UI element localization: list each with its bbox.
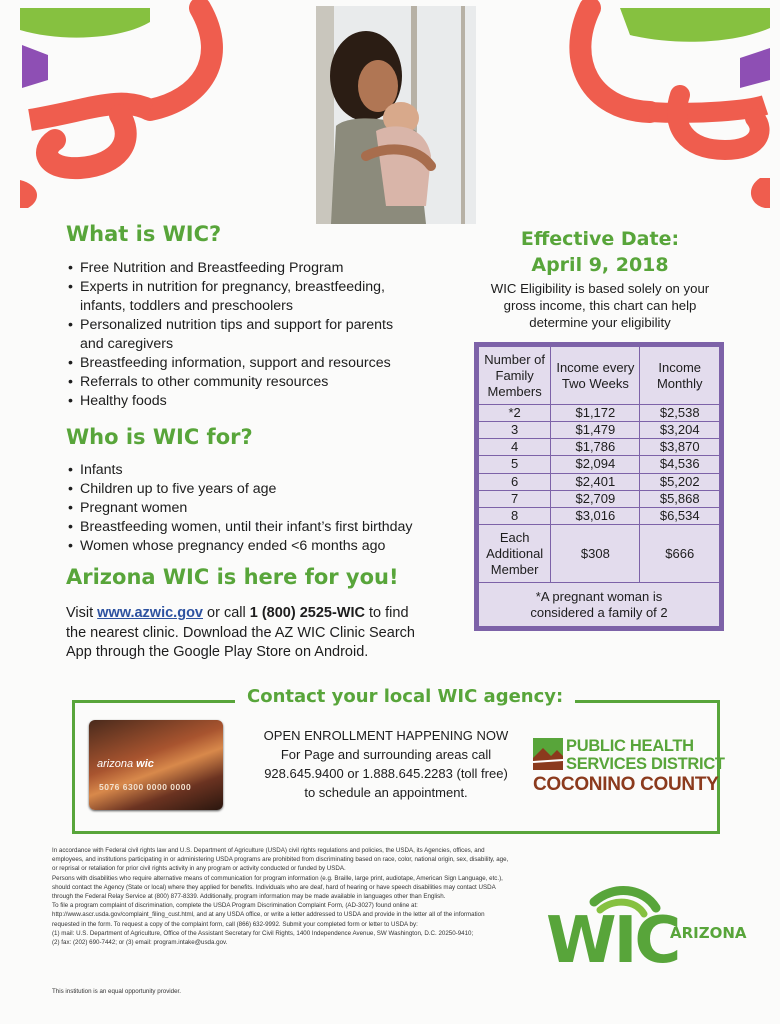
table-cell: $1,479 — [551, 422, 640, 439]
table-cell: $2,709 — [551, 490, 640, 507]
corner-decoration-right — [560, 0, 780, 215]
open-enrollment-text: OPEN ENROLLMENT HAPPENING NOW — [263, 728, 509, 743]
fine-paragraph: (1) mail: U.S. Department of Agriculture, Office of the Assistant Secretary for Civil Rights, 1400 Independence Avenue, SW Washington, D.C. 20250-9410; — [52, 929, 474, 937]
arizona-wic-heading: Arizona WIC is here for you! — [66, 565, 399, 589]
azwic-website-link[interactable]: www.azwic.gov — [97, 605, 203, 621]
fine-paragraph: To file a program complaint of discrimination, complete the USDA Program Discrimination Complaint Form, (AD-3027) found online at: http://www.ascr.usda.gov/complaint_filing_cust.html, and at any USDA office, or write a letter addressed to USDA and provide in the letter all of the information requested in the form. To request a copy of the complaint form, call (866) 632-9992. Submit your completed form or letter to USDA by: — [52, 902, 485, 928]
wic-phone-number: 1 (800) 2525-WIC — [249, 605, 365, 621]
wic-logo-text: WIC — [546, 904, 679, 978]
list-item: • Free Nutrition and Breastfeeding Program — [66, 259, 416, 278]
table-cell: $2,538 — [640, 405, 720, 422]
table-cell: 8 — [479, 507, 551, 524]
table-cell: $666 — [640, 525, 720, 583]
table-row — [479, 525, 720, 583]
card-brand: arizona — [97, 758, 137, 770]
list-item: • Breastfeeding women, until their infant’s first birthday — [66, 518, 446, 537]
table-cell: 5 — [479, 456, 551, 473]
fine-paragraph: Persons with disabilities who require alternative means of communication for program information (e.g. Braille, large print, audiotape, American Sign Language, etc.), should contact the Agency (State or local) where they applied for benefits. Individuals who are deaf, hard of hearing or have speech disabilities may contact USDA through the Federal Relay Service at (800) 877-8339. Additionally, program information may be made available in languages other than English. — [52, 874, 503, 901]
table-cell: $2,401 — [551, 473, 640, 490]
header-family-members: Number of Family Members — [479, 347, 551, 405]
card-number: 5076 6300 0000 0000 — [99, 782, 192, 792]
table-cell: $6,534 — [640, 507, 720, 524]
wic-logo-region: ARIZONA — [670, 924, 747, 942]
table-cell: 6 — [479, 473, 551, 490]
list-item: • Breastfeeding information, support and resources — [66, 354, 416, 373]
fine-paragraph: In accordance with Federal civil rights law and U.S. Department of Agriculture (USDA) civil rights regulations and policies, the USDA, its Agencies, offices, and employees, and institutions participating in or administering USDA programs are prohibited from discriminating based on race, color, national origin, sex, disability, age, or reprisal or retaliation for prior civil rights activity in any program or activity conducted or funded by USDA. — [52, 847, 509, 873]
nondiscrimination-statement — [52, 846, 512, 947]
list-item: • Healthy foods — [66, 392, 416, 411]
clinic-text: to find the nearest clinic. Download the AZ WIC Clinic Search App through the Google Play Store on Android. — [66, 605, 415, 660]
what-is-wic-list — [66, 259, 416, 411]
table-cell: 3 — [479, 422, 551, 439]
table-row — [479, 439, 720, 456]
table-row — [479, 456, 720, 473]
table-row — [479, 490, 720, 507]
what-is-wic-heading: What is WIC? — [66, 222, 222, 246]
phs-line2: SERVICES DISTRICT — [566, 755, 725, 773]
contact-text — [236, 726, 536, 802]
list-item: • Personalized nutrition tips and support for parents and caregivers — [66, 316, 416, 354]
list-item: • Referrals to other community resources — [66, 373, 416, 392]
equal-opportunity-text: This institution is an equal opportunity provider. — [52, 988, 181, 995]
list-item: • Infants — [66, 461, 446, 480]
table-row — [479, 422, 720, 439]
mother-and-baby-photo — [316, 6, 476, 224]
wic-card-image — [89, 720, 223, 810]
who-is-wic-for-list — [66, 461, 446, 556]
effective-date-label: Effective Date: — [520, 228, 680, 250]
table-cell: 4 — [479, 439, 551, 456]
effective-date-value: April 9, 2018 — [531, 254, 669, 276]
table-cell: $1,786 — [551, 439, 640, 456]
table-cell: $3,204 — [640, 422, 720, 439]
appointment-text: to schedule an appointment. — [304, 785, 468, 800]
header-monthly: Income Monthly — [640, 347, 720, 405]
table-cell: $4,536 — [640, 456, 720, 473]
table-cell: $308 — [551, 525, 640, 583]
table-cell: $5,202 — [640, 473, 720, 490]
table-cell: $3,870 — [640, 439, 720, 456]
list-item: • Pregnant women — [66, 499, 446, 518]
table-row — [479, 405, 720, 422]
card-brand-wic: wic — [136, 758, 154, 770]
header-two-weeks: Income every Two Weeks — [551, 347, 640, 405]
arizona-wic-text — [66, 604, 416, 663]
list-item: • Women whose pregnancy ended <6 months ago — [66, 537, 446, 556]
contact-heading: Contact your local WIC agency: — [235, 686, 575, 707]
table-cell: $1,172 — [551, 405, 640, 422]
visit-text: Visit — [66, 605, 98, 621]
list-item: • Children up to five years of age — [66, 480, 446, 499]
or-call-text: or call — [203, 605, 250, 621]
phs-line1: PUBLIC HEALTH — [566, 737, 694, 755]
table-row — [479, 507, 720, 524]
phs-county: COCONINO COUNTY — [533, 774, 719, 795]
table-cell: $5,868 — [640, 490, 720, 507]
wic-logo — [544, 880, 679, 990]
table-cell: *2 — [479, 405, 551, 422]
table-cell: Each Additional Member — [479, 525, 551, 583]
who-is-wic-for-heading: Who is WIC for? — [66, 425, 253, 449]
corner-decoration-left — [0, 0, 230, 215]
table-cell: 7 — [479, 490, 551, 507]
table-row — [479, 473, 720, 490]
table-cell: $3,016 — [551, 507, 640, 524]
fine-paragraph: (2) fax: (202) 690-7442; or (3) email: program.intake@usda.gov. — [52, 939, 228, 947]
table-footnote: *A pregnant woman is considered a family of 2 — [479, 583, 720, 627]
mountain-logo-icon — [533, 738, 563, 770]
call-text: For Page and surrounding areas call — [280, 747, 492, 762]
eligibility-description: WIC Eligibility is based solely on your gross income, this chart can help determine your eligibility — [490, 281, 710, 330]
contact-phone-numbers: 928.645.9400 or 1.888.645.2283 (toll free) — [264, 766, 508, 781]
list-item: • Experts in nutrition for pregnancy, breastfeeding, infants, toddlers and preschoolers — [66, 278, 416, 316]
income-table — [474, 342, 724, 631]
table-cell: $2,094 — [551, 456, 640, 473]
